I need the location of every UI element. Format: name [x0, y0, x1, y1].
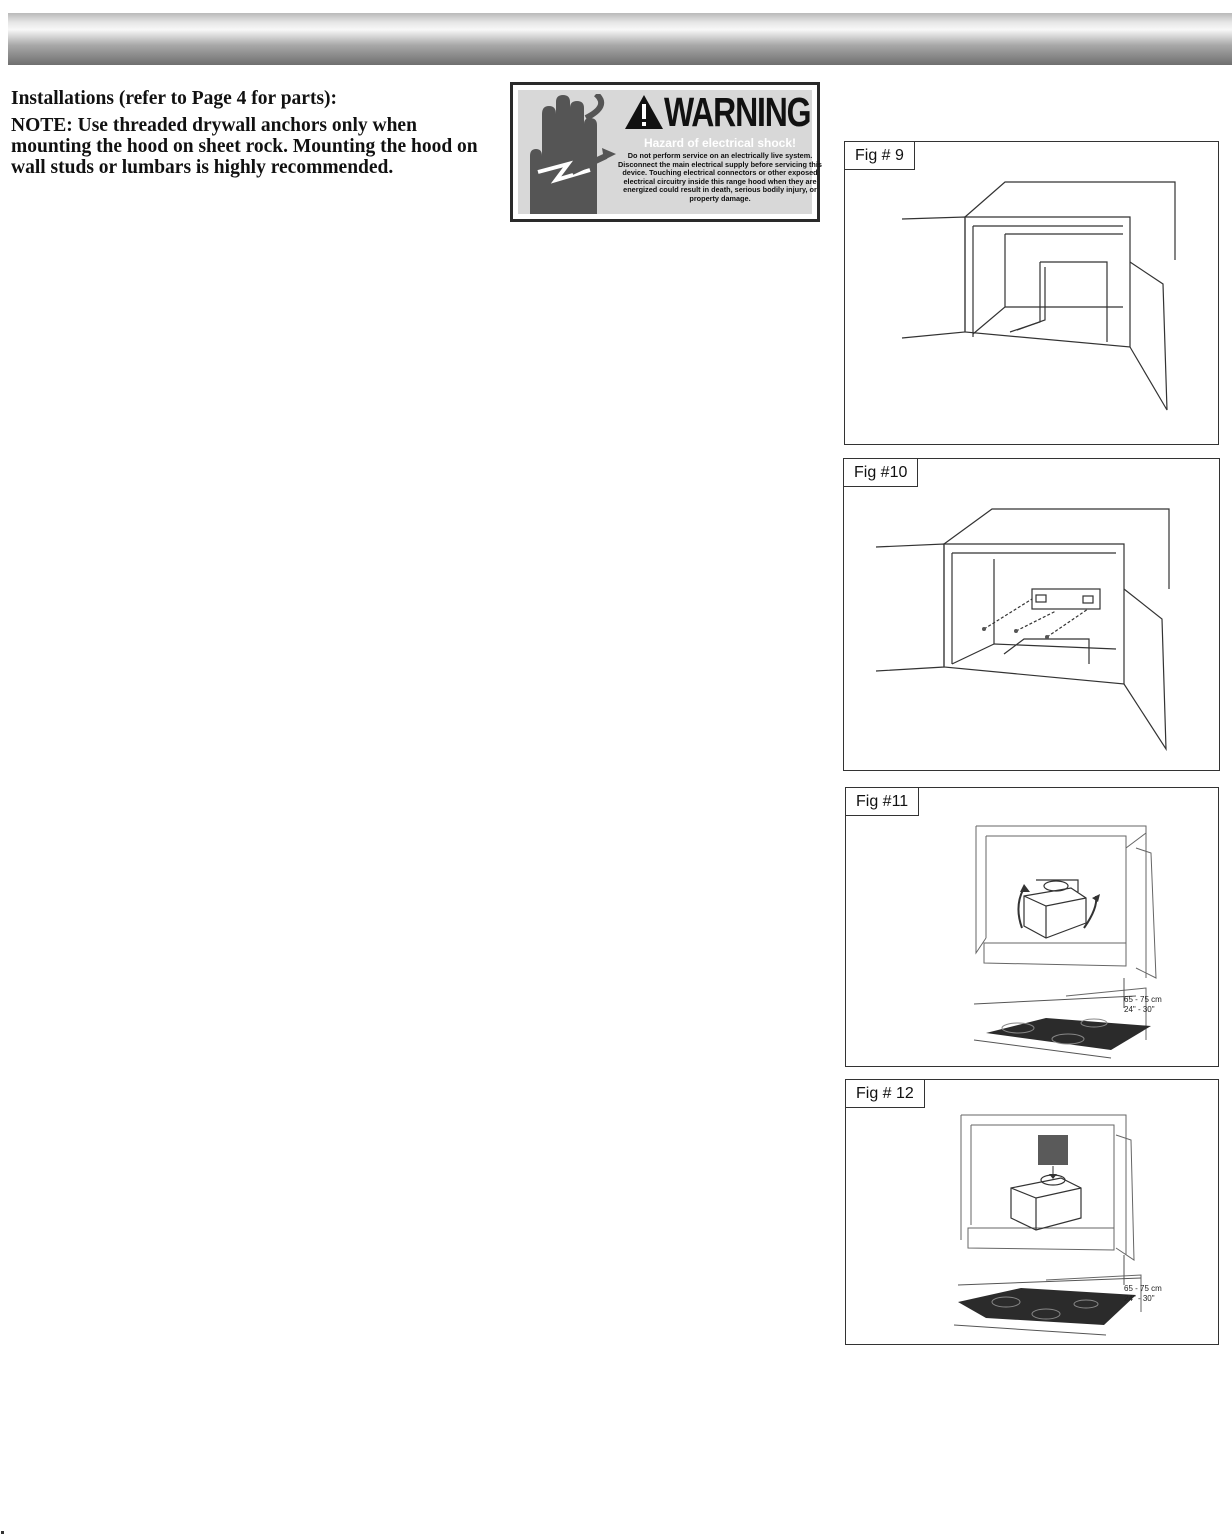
- figure-11: [845, 787, 1219, 1067]
- mounting-bracket-drawing: [844, 459, 1221, 772]
- drywall-note: NOTE: Use threaded drywall anchors only when mounting the hood on sheet rock. Mounting the hood on wall studs or lumbars is highly recommended.: [11, 115, 478, 178]
- warning-triangle-icon: [624, 94, 664, 130]
- duct-connection-drawing: [846, 1080, 1220, 1346]
- fig12-dimension-in: 24" - 30": [1124, 1294, 1155, 1303]
- figure-11-label: Fig #11: [846, 788, 919, 816]
- figure-9: [844, 141, 1219, 445]
- warning-label: [510, 82, 820, 222]
- hood-insert-drawing: [846, 788, 1220, 1068]
- figure-10-label: Fig #10: [844, 459, 918, 487]
- intro-section: [11, 88, 491, 178]
- fig12-dimension-cm: 65 - 75 cm: [1124, 1284, 1162, 1293]
- fig11-dimension-cm: 65 - 75 cm: [1124, 995, 1162, 1004]
- electric-hand-icon: [520, 94, 618, 216]
- page-mark: [1, 1531, 4, 1534]
- installations-heading: Installations (refer to Page 4 for parts):: [11, 88, 338, 109]
- cabinet-open-drawing: [845, 142, 1220, 446]
- warning-header: [620, 90, 820, 134]
- header-bar: [8, 13, 1232, 65]
- warning-body: Do not perform service on an electrically live system. Disconnect the main electrical supply before servicing this device. Touching electrical connectors or other exposed electrical circuitry inside this range hood when they are energized could result in death, serious bodily injury, or property damage.: [618, 151, 822, 203]
- warning-subtitle: Hazard of electrical shock!: [643, 136, 797, 150]
- figure-12-label: Fig # 12: [846, 1080, 925, 1108]
- fig11-dimension-in: 24" - 30": [1124, 1005, 1155, 1014]
- warning-title: WARNING: [664, 89, 811, 135]
- figure-10: [843, 458, 1220, 771]
- figure-9-label: Fig # 9: [845, 142, 915, 170]
- warning-panel: [518, 89, 822, 214]
- figure-12: [845, 1079, 1219, 1345]
